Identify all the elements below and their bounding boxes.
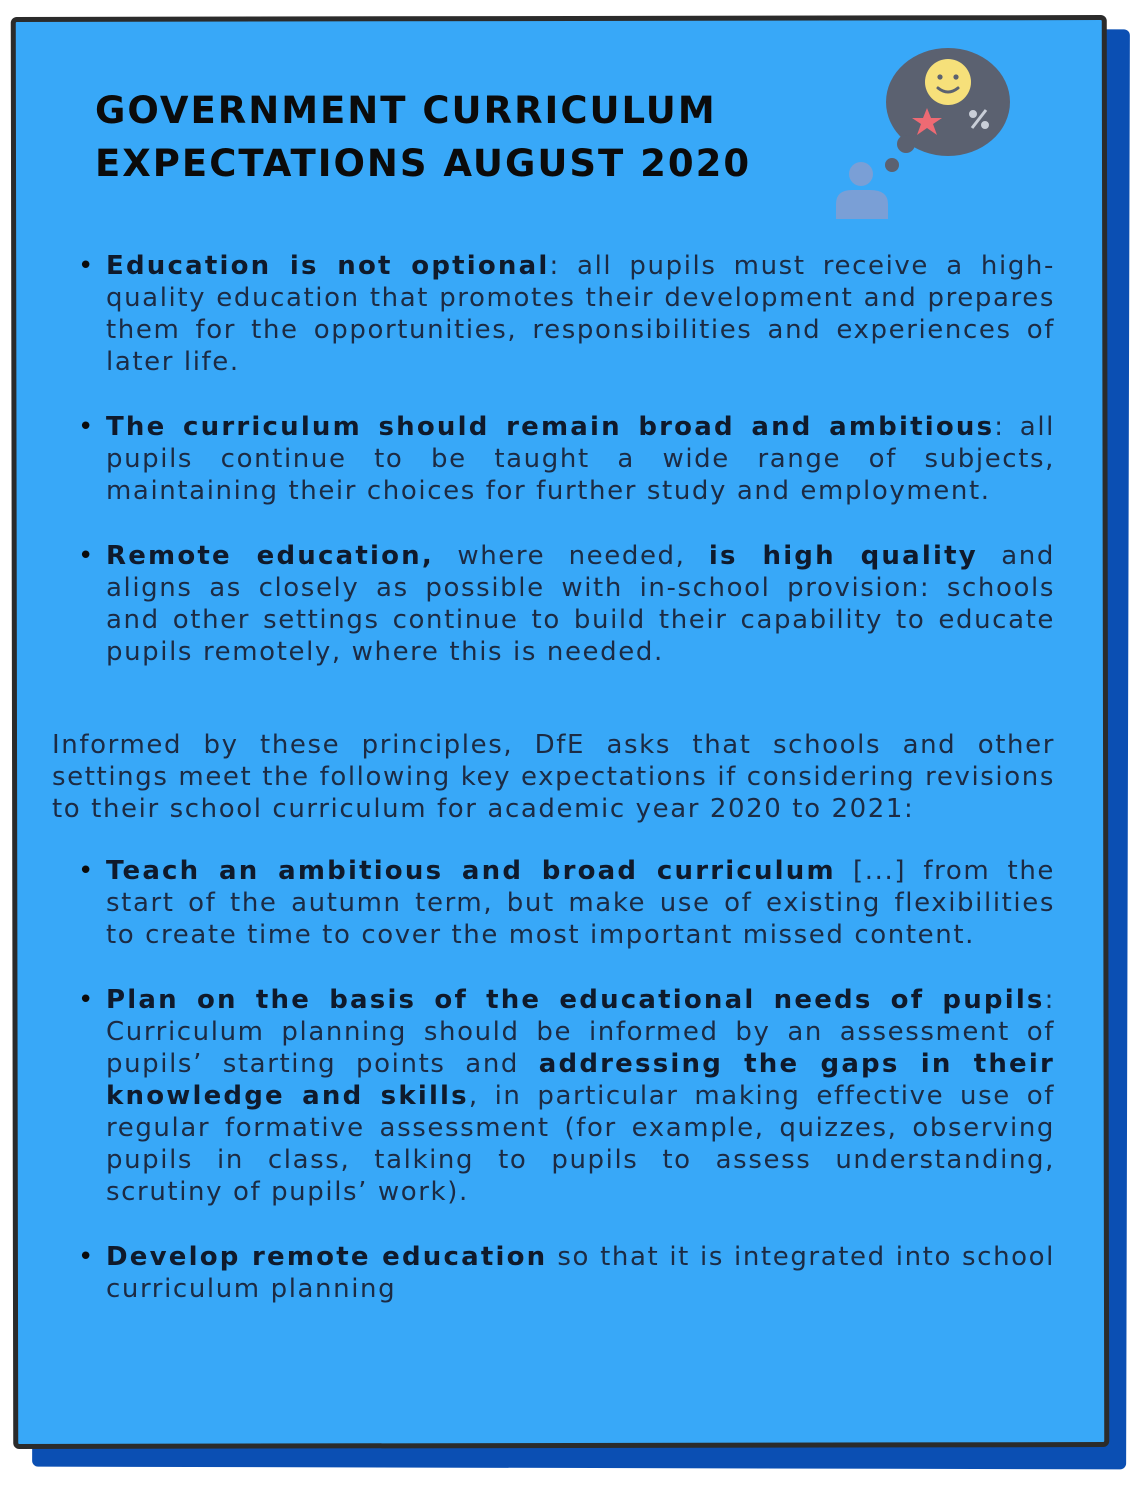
- person-body-icon: [836, 190, 888, 219]
- thinking-person-icon: [830, 44, 1020, 224]
- list-item: • Develop remote education so that it is integrated into school curriculum planning: [52, 1241, 1055, 1305]
- document-body: [52, 250, 1055, 1338]
- title-line-2: EXPECTATIONS AUGUST 2020: [95, 142, 752, 185]
- list-item: • Plan on the basis of the educational needs of pupils: Curriculum planning should be informed by an assessment of pupils’ starting points and addressing the gaps in their knowledge and skills, in particular making effective use of regular formative assessment (for example, quizzes, observing pupils in class, talking to pupils to assess understanding, scrutiny of pupils’ work).: [52, 984, 1055, 1208]
- principles-list: [52, 250, 1055, 668]
- intro-paragraph: Informed by these principles, DfE asks that schools and other settings meet the following key expectations if considering revisions to their school curriculum for academic year 2020 to 2021:: [52, 730, 1055, 824]
- list-item: • The curriculum should remain broad and ambitious: all pupils continue to be taught a wide range of subjects, maintaining their choices for further study and employment.: [52, 411, 1055, 507]
- thought-dot-icon: [897, 135, 915, 153]
- list-item: • Remote education, where needed, is high quality and aligns as closely as possible with in-school provision: schools and other settings continue to build their capability to educate pupils remotely, where this is needed.: [52, 540, 1055, 668]
- page-title: [95, 84, 751, 190]
- thought-dot-icon: [885, 158, 899, 172]
- list-item: • Teach an ambitious and broad curriculum [...] from the start of the autumn term, but make use of existing flexibilities to create time to cover the most important missed content.: [52, 855, 1055, 951]
- smiley-icon: [925, 59, 971, 105]
- expectations-list: [52, 855, 1055, 1305]
- person-head-icon: [849, 162, 873, 186]
- list-item: • Education is not optional: all pupils must receive a high-quality education that promotes their development and prepares them for the opportunities, responsibilities and experiences of later life.: [52, 250, 1055, 378]
- title-line-1: GOVERNMENT CURRICULUM: [95, 89, 717, 132]
